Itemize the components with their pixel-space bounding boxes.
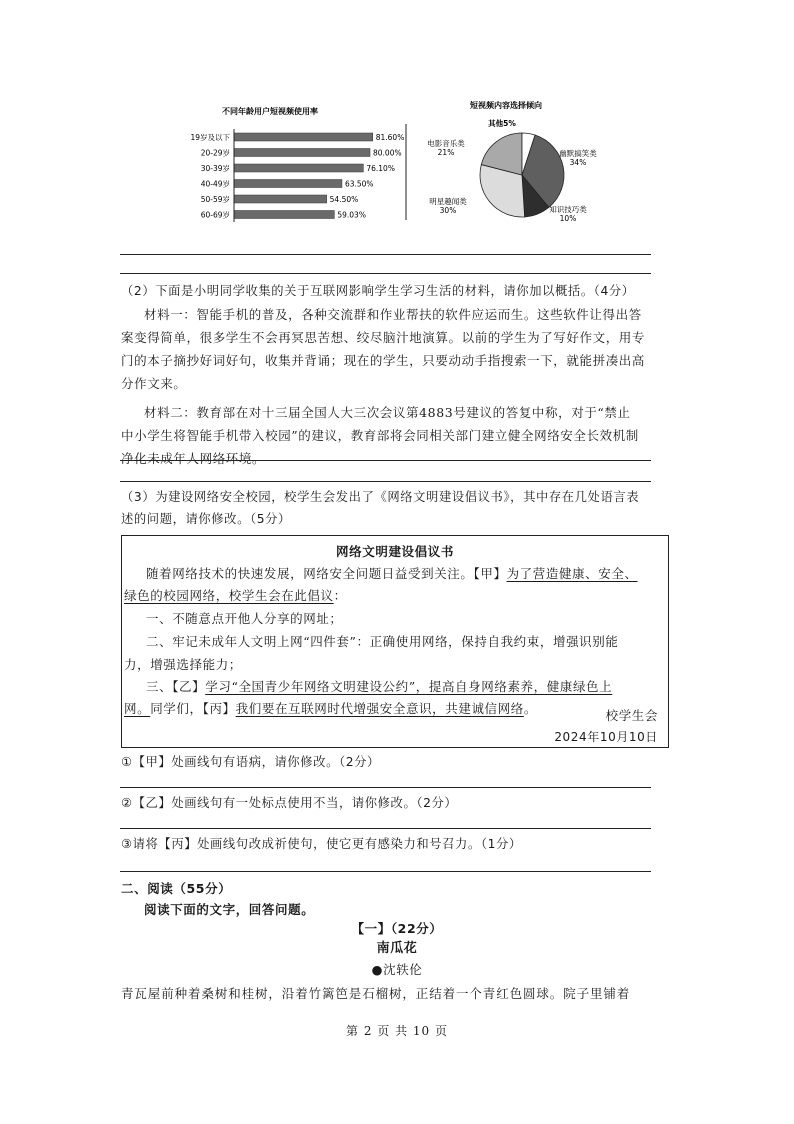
q3-sub2: ②【乙】处画线句有一处标点使用不当，请你修改。（2分） bbox=[121, 796, 458, 810]
bar-value-label: 63.50% bbox=[344, 179, 374, 189]
q3-prompt-line2: 述的问题，请你修改。（5分） bbox=[121, 512, 291, 526]
proposal-line1-plain: 随着网络技术的快速发展，网络安全问题日益受到关注。【甲】 bbox=[146, 566, 507, 581]
bar bbox=[234, 149, 370, 157]
bar bbox=[234, 195, 327, 203]
proposal-line2-end: ： bbox=[333, 588, 347, 603]
proposal-title: 网络文明建设倡议书 bbox=[336, 544, 454, 559]
story-title: 南瓜花 bbox=[376, 941, 418, 956]
answer-line-2 bbox=[120, 273, 651, 274]
bar-category-label: 20-29岁 bbox=[200, 148, 230, 158]
yi-underline-part2: 网。 bbox=[124, 701, 151, 716]
proposal-box bbox=[121, 535, 669, 748]
bar-category-label: 50-59岁 bbox=[200, 195, 230, 204]
proposal-item3-line2 bbox=[124, 697, 537, 720]
q3-prompt-line1: （3）为建设网络安全校园，校学生会发出了《网络文明建设倡议书》，其中存在几处语言表 bbox=[121, 490, 640, 504]
answer-line-6 bbox=[120, 828, 651, 829]
proposal-item2-line1: 二、牢记未成年人文明上网“四件套”：正确使用网络，保持自我约束，增强识别能 bbox=[146, 634, 619, 649]
q2-material1-line4: 分作文来。 bbox=[121, 376, 187, 391]
bar-value-label: 80.00% bbox=[373, 148, 402, 158]
age-usage-bar-chart bbox=[170, 100, 410, 228]
q3-sub3: ③请将【丙】处画线句改成祈使句，使它更有感染力和号召力。（1分） bbox=[121, 837, 522, 851]
pie-label: 21% bbox=[437, 148, 455, 157]
q2-material2-line1: 材料二：教育部在对十三届全国人大三次会议第4883号建议的答复中称，对于“禁止 bbox=[144, 405, 631, 420]
proposal-line2 bbox=[124, 584, 347, 607]
story-author: ●沈轶伦 bbox=[371, 962, 423, 977]
proposal-date: 2024年10月10日 bbox=[554, 730, 658, 744]
answer-line-4 bbox=[120, 481, 651, 482]
q2-material1-line2: 案变得简单，很多学生不会再冥思苦想、绞尽脑汁地演算。以前的学生为了写好作文，用专 bbox=[121, 330, 646, 345]
bing-marker: 同学们，【丙】 bbox=[150, 701, 236, 716]
q2-material1-line1: 材料一：智能手机的普及，各种交流群和作业帮扶的软件应运而生。这些软件让得出答 bbox=[144, 307, 642, 322]
yi-underline-part1: 学习“全国青少年网络文明建设公约”，提高自身网络素养，健康绿色上 bbox=[205, 679, 613, 694]
bar bbox=[234, 211, 334, 219]
answer-line-5 bbox=[120, 787, 651, 788]
q2-material2-line2: 中小学生将智能手机带入校园”的建议，教育部将会同相关部门建立健全网络安全长效机制 bbox=[121, 428, 639, 443]
content-preference-pie-chart bbox=[420, 98, 620, 238]
pie-label: 34% bbox=[569, 158, 587, 167]
bar bbox=[234, 133, 373, 141]
section2-part-label: 【一】（22分） bbox=[351, 921, 443, 936]
proposal-item1: 一、不随意点开他人分享的网址； bbox=[146, 611, 343, 626]
bar-series bbox=[190, 129, 404, 222]
proposal-line1 bbox=[146, 562, 638, 585]
section2-heading: 二、阅读（55分） bbox=[121, 881, 232, 896]
answer-line-3 bbox=[120, 460, 651, 461]
proposal-item2-line2: 力，增强选择能力； bbox=[124, 657, 242, 672]
bing-underline: 我们要在互联网时代增强安全意识，共建诚信网络 bbox=[235, 701, 524, 716]
pie-label: 10% bbox=[559, 214, 577, 223]
jia-underline-part1: 为了营造健康、安全、 bbox=[506, 566, 638, 581]
page-footer: 第 2 页 共 10 页 bbox=[346, 1024, 448, 1038]
bar-value-label: 59.03% bbox=[337, 210, 366, 220]
bar-value-label: 76.10% bbox=[366, 164, 395, 173]
q2-material1-line3: 门的本子摘抄好词好句，收集并背诵；现在的学生，只要动动手指搜索一下，就能拼凑出高 bbox=[121, 353, 646, 368]
bar-chart-title: 不同年龄用户短视频使用率 bbox=[222, 107, 318, 116]
pie-label: 明星趣闻类 bbox=[429, 197, 467, 206]
q2-material2-line3: 净化未成年人网络环境。 bbox=[121, 451, 266, 466]
yi-marker: 三、【乙】 bbox=[146, 679, 206, 694]
bar-value-label: 81.60% bbox=[375, 133, 405, 142]
q3-sub1: ①【甲】处画线句有语病，请你修改。（2分） bbox=[121, 755, 380, 769]
jia-underline-part2: 绿色的校园网络，校学生会在此倡议 bbox=[124, 588, 334, 603]
proposal-item3-end: 。 bbox=[523, 701, 537, 716]
bar bbox=[234, 180, 342, 188]
proposal-signature: 校学生会 bbox=[605, 708, 658, 723]
bar bbox=[234, 164, 363, 172]
pie-chart-title: 短视频内容选择倾向 bbox=[470, 101, 542, 110]
story-first-line: 青瓦屋前种着桑树和桂树，沿着竹篱笆是石榴树，正结着一个青红色圆球。院子里铺着 bbox=[121, 986, 631, 1001]
q2-prompt: （2）下面是小明同学收集的关于互联网影响学生学习生活的材料，请你加以概括。（4分） bbox=[121, 284, 635, 298]
bar-category-label: 19岁及以下 bbox=[190, 133, 230, 142]
pie-label: 知识技巧类 bbox=[549, 205, 587, 214]
answer-line-7 bbox=[120, 871, 651, 872]
bar-category-label: 40-49岁 bbox=[200, 179, 230, 189]
bar-category-label: 30-39岁 bbox=[200, 164, 230, 173]
pie-label: 幽默搞笑类 bbox=[559, 149, 597, 158]
pie-label: 电影音乐类 bbox=[427, 139, 465, 148]
pie-label: 30% bbox=[439, 206, 457, 215]
bar-category-label: 60-69岁 bbox=[200, 210, 230, 220]
bar-value-label: 54.50% bbox=[329, 195, 359, 204]
proposal-item3-line1 bbox=[146, 675, 612, 698]
pie-label: 其他5% bbox=[488, 119, 516, 128]
answer-line-1 bbox=[120, 254, 651, 255]
section2-instruction: 阅读下面的文字，回答问题。 bbox=[144, 902, 315, 917]
